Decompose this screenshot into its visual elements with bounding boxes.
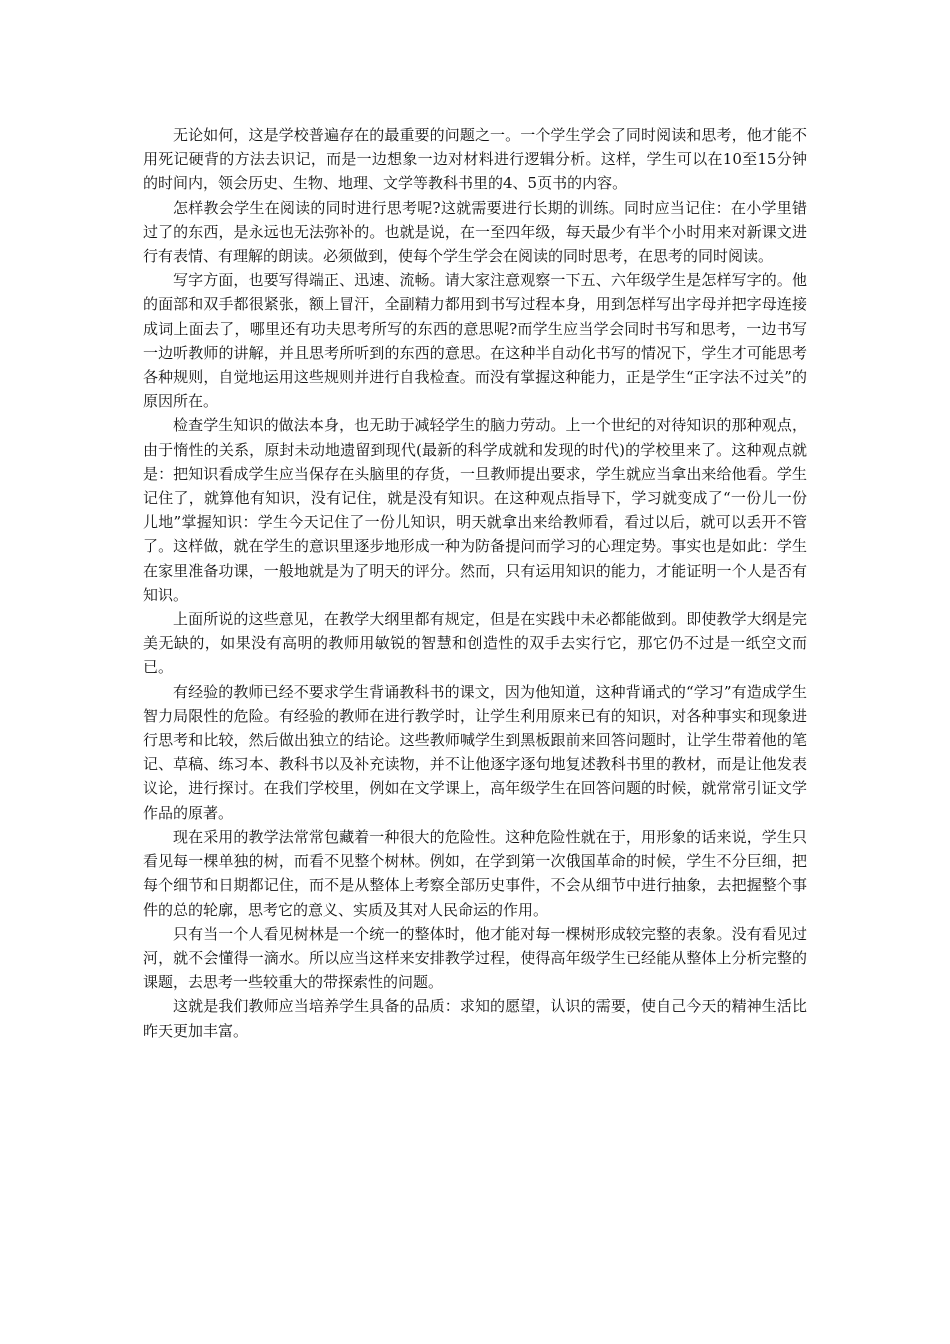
paragraph: 写字方面，也要写得端正、迅速、流畅。请大家注意观察一下五、六年级学生是怎样写字的。他的面部和双手都很紧张，额上冒汗，全副精力都用到书写过程本身，用到怎样写出字母并把字母连接成词上面去了，哪里还有功夫思考所写的东西的意思呢?而学生应当学会同时书写和思考，一边书写一边听教师的讲解，并且思考所听到的东西的意思。在这种半自动化书写的情况下，学生才可能思考各种规则，自觉地运用这些规则并进行自我检查。而没有掌握这种能力，正是学生“正字法不过关”的原因所在。 <box>143 271 807 411</box>
paragraph: 无论如何，这是学校普遍存在的最重要的问题之一。一个学生学会了同时阅读和思考，他才能不用死记硬背的方法去识记，而是一边想象一边对材料进行逻辑分析。这样，学生可以在10至15分钟的时间内，领会历史、生物、地理、文学等教科书里的4、5页书的内容。 <box>143 126 807 193</box>
paragraph: 上面所说的这些意见，在教学大纲里都有规定，但是在实践中未必都能做到。即使教学大纲是完美无缺的，如果没有高明的教师用敏锐的智慧和创造性的双手去实行它，那它仍不过是一纸空文而已。 <box>143 610 807 677</box>
paragraph: 检查学生知识的做法本身，也无助于减轻学生的脑力劳动。上一个世纪的对待知识的那种观点，由于惰性的关系，原封未动地遗留到现代(最新的科学成就和发现的时代)的学校里来了。这种观点就是：把知识看成学生应当保存在头脑里的存货，一旦教师提出要求，学生就应当拿出来给他看。学生记住了，就算他有知识，没有记住，就是没有知识。在这种观点指导下，学习就变成了“一份儿一份儿地”掌握知识：学生今天记住了一份儿知识，明天就拿出来给教师看，看过以后，就可以丢开不管了。这样做，就在学生的意识里逐步地形成一种为防备提问而学习的心理定势。事实也是如此：学生在家里准备功课，一般地就是为了明天的评分。然而，只有运用知识的能力，才能证明一个人是否有知识。 <box>143 416 807 604</box>
paragraph: 现在采用的教学法常常包藏着一种很大的危险性。这种危险性就在于，用形象的话来说，学生只看见每一棵单独的树，而看不见整个树林。例如，在学到第一次俄国革命的时候，学生不分巨细，把每个细节和日期都记住，而不是从整体上考察全部历史事件，不会从细节中进行抽象，去把握整个事件的总的轮廓，思考它的意义、实质及其对人民命运的作用。 <box>143 827 807 919</box>
paragraph: 有经验的教师已经不要求学生背诵教科书的课文，因为他知道，这种背诵式的“学习”有造成学生智力局限性的危险。有经验的教师在进行教学时，让学生利用原来已有的知识，对各种事实和现象进行思考和比较，然后做出独立的结论。这些教师喊学生到黑板跟前来回答问题时，让学生带着他的笔记、草稿、练习本、教科书以及补充读物，并不让他逐字逐句地复述教科书里的教材，而是让他发表议论，进行探讨。在我们学校里，例如在文学课上，高年级学生在回答问题的时候，就常常引证文学作品的原著。 <box>143 682 807 822</box>
paragraph: 只有当一个人看见树林是一个统一的整体时，他才能对每一棵树形成较完整的表象。没有看见过河，就不会懂得一滴水。所以应当这样来安排教学过程，使得高年级学生已经能从整体上分析完整的课题，去思考一些较重大的带探索性的问题。 <box>143 924 807 992</box>
paragraph: 这就是我们教师应当培养学生具备的品质：求知的愿望，认识的需要，使自己今天的精神生活比昨天更加丰富。 <box>143 997 807 1040</box>
paragraph: 怎样教会学生在阅读的同时进行思考呢?这就需要进行长期的训练。同时应当记住：在小学里错过了的东西，是永远也无法弥补的。也就是说，在一至四年级，每天最少有半个小时用来对新课文进行有表情、有理解的朗读。必须做到，使每个学生学会在阅读的同时思考，在思考的同时阅读。 <box>143 198 807 266</box>
document-body <box>143 123 807 1043</box>
